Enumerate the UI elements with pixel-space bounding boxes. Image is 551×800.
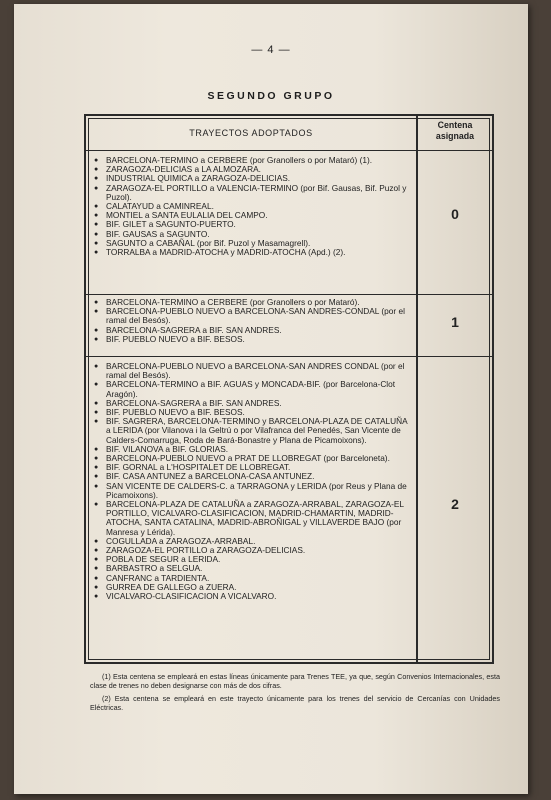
list-item: ● ZARAGOZA-EL PORTILLO a ZARAGOZA-DELICIAS. xyxy=(94,546,412,555)
routes-table xyxy=(84,114,494,664)
list-item: ● BARCELONA-TERMINO a BIF. AGUAS y MONCADA-BIF. (por Barcelona-Clot Aragón). xyxy=(94,380,412,398)
list-item: ● SAN VICENTE DE CALDERS-C. a TARRAGONA y LERIDA (por Reus y Plana de Picamoixons). xyxy=(94,482,412,500)
centena-value-1: 1 xyxy=(451,314,459,330)
list-item: ● BIF. GAUSAS a SAGUNTO. xyxy=(94,230,412,239)
list-item: ● BARCELONA-PLAZA DE CATALUÑA a ZARAGOZA-ARRABAL, ZARAGOZA-EL PORTILLO, VICALVARO-CLASIFICACION, MADRID-CHAMARTIN, MADRID-ATOCHA, SANTA CATALINA, MADRID-ABROÑIGAL y VILLAVERDE BAJO (por Manresa y Lérida). xyxy=(94,500,412,537)
list-item: ● BARCELONA-TERMINO a CERBERE (por Granollers o por Mataró) (1). xyxy=(94,156,412,165)
list-item: ● BIF. CASA ANTUNEZ a BARCELONA-CASA ANTUNEZ. xyxy=(94,472,412,481)
list-item: ● BARBASTRO a SELGUA. xyxy=(94,564,412,573)
document-page xyxy=(14,4,528,794)
column-divider xyxy=(416,116,418,662)
list-item: ● BARCELONA-PUEBLO NUEVO a BARCELONA-SAN ANDRES CONDAL (por el ramal del Besós). xyxy=(94,362,412,380)
centena-value-2: 2 xyxy=(451,496,459,512)
list-item: ● TORRALBA a MADRID-ATOCHA y MADRID-ATOCHA (Apd.) (2). xyxy=(94,248,412,257)
list-item: ● INDUSTRIAL QUIMICA a ZARAGOZA-DELICIAS. xyxy=(94,174,412,183)
list-item: ● BARCELONA-SAGRERA a BIF. SAN ANDRES. xyxy=(94,399,412,408)
list-item: ● BARCELONA-TERMINO a CERBERE (por Granollers o por Mataró). xyxy=(94,298,412,307)
list-item: ● BIF. PUEBLO NUEVO a BIF. BESOS. xyxy=(94,335,412,344)
list-item: ● POBLA DE SEGUR a LERIDA. xyxy=(94,555,412,564)
list-item: ● BARCELONA-PUEBLO NUEVO a PRAT DE LLOBREGAT (por Barceloneta). xyxy=(94,454,412,463)
centena-value-0: 0 xyxy=(451,206,459,222)
list-item: ● CALATAYUD a CAMINREAL. xyxy=(94,202,412,211)
group-0-list xyxy=(94,156,412,257)
footnote-1: (1) Esta centena se empleará en estas líneas únicamente para Trenes TEE, ya que, según Convenios Internacionales, esta clase de trenes no deben designarse con más de dos cifras. xyxy=(90,672,500,690)
list-item: ● ZARAGOZA-DELICIAS a LA ALMOZARA. xyxy=(94,165,412,174)
group-1-list xyxy=(94,298,412,344)
section-title: SEGUNDO GRUPO xyxy=(207,90,335,102)
group-2-list xyxy=(94,362,412,601)
list-item: ● SAGUNTO a CABAÑAL (por Bif. Puzol y Masamagrell). xyxy=(94,239,412,248)
page-number: — 4 — xyxy=(251,44,291,56)
list-item: ● BARCELONA-SAGRERA a BIF. SAN ANDRES. xyxy=(94,326,412,335)
list-item: ● BIF. GILET a SAGUNTO-PUERTO. xyxy=(94,220,412,229)
list-item: ● GURREA DE GALLEGO a ZUERA. xyxy=(94,583,412,592)
list-item: ● ZARAGOZA-EL PORTILLO a VALENCIA-TERMINO (por Bif. Gausas, Bif. Puzol y Puzol). xyxy=(94,184,412,202)
list-item: ● BIF. SAGRERA, BARCELONA-TERMINO y BARCELONA-PLAZA DE CATALUÑA a LERIDA (por Vilanova i la Geltrú o por Vilafranca del Penedés, San Vicente de Calders-Comarruga, Roda de Bará-Bonastre y Plana de Picamoixons). xyxy=(94,417,412,445)
footnotes xyxy=(90,672,500,716)
group-rule xyxy=(86,356,492,357)
list-item: ● BARCELONA-PUEBLO NUEVO a BARCELONA-SAN ANDRES-CONDAL (por el ramal del Besós). xyxy=(94,307,412,325)
list-item: ● MONTIEL a SANTA EULALIA DEL CAMPO. xyxy=(94,211,412,220)
centena-column-header: Centena asignada xyxy=(435,120,475,141)
list-item: ● BIF. GORNAL a L'HOSPITALET DE LLOBREGAT. xyxy=(94,463,412,472)
group-rule xyxy=(86,294,492,295)
list-item: ● BIF. PUEBLO NUEVO a BIF. BESOS. xyxy=(94,408,412,417)
routes-column-header: TRAYECTOS ADOPTADOS xyxy=(189,128,313,138)
list-item: ● COGULLADA a ZARAGOZA-ARRABAL. xyxy=(94,537,412,546)
list-item: ● BIF. VILANOVA a BIF. GLORIAS. xyxy=(94,445,412,454)
list-item: ● VICALVARO-CLASIFICACION A VICALVARO. xyxy=(94,592,412,601)
footnote-2: (2) Esta centena se empleará en este trayecto únicamente para los trenes del servicio de Cercanías con Unidades Eléctricas. xyxy=(90,694,500,712)
header-rule xyxy=(86,150,492,151)
list-item: ● CANFRANC a TARDIENTA. xyxy=(94,574,412,583)
